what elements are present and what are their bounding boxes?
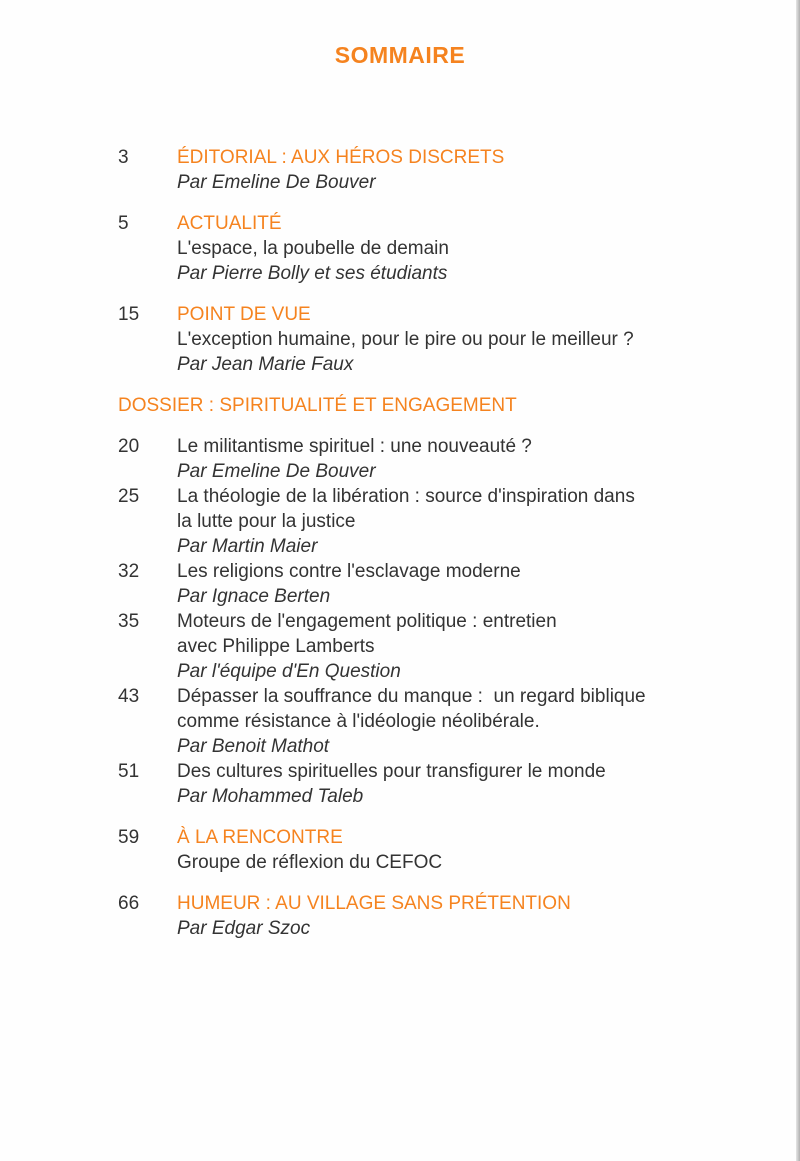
toc-page-number: 25 xyxy=(118,486,140,507)
toc-section-heading: POINT DE VUE xyxy=(177,304,311,325)
toc-title-line: Dépasser la souffrance du manque : un regard biblique xyxy=(177,686,646,707)
toc-row xyxy=(118,211,745,286)
toc-byline: Par Emeline De Bouver xyxy=(177,461,376,482)
toc-byline: Par l'équipe d'En Question xyxy=(177,661,401,682)
toc-row xyxy=(118,145,745,195)
toc-section-heading: HUMEUR : AU VILLAGE SANS PRÉTENTION xyxy=(177,893,571,914)
scan-edge xyxy=(796,0,800,1161)
toc-entry-content xyxy=(177,559,745,609)
toc-entry-content xyxy=(177,609,745,684)
toc-entry-content xyxy=(177,434,745,484)
toc-row xyxy=(118,484,745,559)
toc-title-line: Le militantisme spirituel : une nouveauté ? xyxy=(177,436,532,457)
page-title: SOMMAIRE xyxy=(334,42,466,68)
toc-title-line: avec Philippe Lamberts xyxy=(177,636,375,657)
toc-byline: Par Emeline De Bouver xyxy=(177,172,376,193)
toc-page-number: 35 xyxy=(118,611,140,632)
toc-section-heading: ACTUALITÉ xyxy=(177,213,282,234)
toc-title-line: Des cultures spirituelles pour transfigurer le monde xyxy=(177,761,606,782)
toc-title-line: La théologie de la libération : source d'inspiration dans xyxy=(177,486,635,507)
toc-byline: Par Martin Maier xyxy=(177,536,318,557)
toc-page-number: 59 xyxy=(118,827,140,848)
toc-list xyxy=(0,145,800,941)
toc-section-heading: ÉDITORIAL : AUX HÉROS DISCRETS xyxy=(177,147,505,168)
toc-row xyxy=(118,891,745,941)
toc-page-number: 3 xyxy=(118,147,129,168)
toc-title-line: Moteurs de l'engagement politique : entretien xyxy=(177,611,557,632)
toc-byline: Par Edgar Szoc xyxy=(177,918,311,939)
toc-byline: Par Pierre Bolly et ses étudiants xyxy=(177,263,448,284)
toc-entry-content xyxy=(177,891,745,941)
toc-row xyxy=(118,684,745,759)
dossier-heading: DOSSIER : SPIRITUALITÉ ET ENGAGEMENT xyxy=(118,395,517,416)
toc-row xyxy=(118,559,745,609)
toc-entry-content xyxy=(177,145,745,195)
toc-row xyxy=(118,759,745,809)
toc-row xyxy=(118,302,745,377)
toc-row xyxy=(118,825,745,875)
toc-section-heading: À LA RENCONTRE xyxy=(177,827,343,848)
toc-entry-content xyxy=(177,684,745,759)
toc-entry-content xyxy=(177,825,745,875)
toc-entry-content xyxy=(177,484,745,559)
toc-title-line: L'exception humaine, pour le pire ou pour le meilleur ? xyxy=(177,329,634,350)
toc-byline: Par Ignace Berten xyxy=(177,586,331,607)
toc-title-line: L'espace, la poubelle de demain xyxy=(177,238,449,259)
toc-entry-content xyxy=(177,211,745,286)
toc-page-number: 66 xyxy=(118,893,140,914)
toc-page-number: 20 xyxy=(118,436,140,457)
toc-page-number: 32 xyxy=(118,561,140,582)
toc-title-line: Les religions contre l'esclavage moderne xyxy=(177,561,521,582)
toc-row xyxy=(118,609,745,684)
toc-byline: Par Jean Marie Faux xyxy=(177,354,354,375)
toc-entry-content xyxy=(177,759,745,809)
toc-page-number: 5 xyxy=(118,213,129,234)
toc-row xyxy=(118,434,745,484)
toc-title-line: la lutte pour la justice xyxy=(177,511,356,532)
toc-byline: Par Mohammed Taleb xyxy=(177,786,364,807)
toc-page-number: 15 xyxy=(118,304,140,325)
toc-title-line: comme résistance à l'idéologie néolibérale. xyxy=(177,711,540,732)
toc-page-number: 43 xyxy=(118,686,140,707)
toc-byline: Par Benoit Mathot xyxy=(177,736,330,757)
toc-row xyxy=(118,393,745,418)
toc-title-line: Groupe de réflexion du CEFOC xyxy=(177,852,443,873)
toc-entry-content xyxy=(177,302,745,377)
toc-page-number: 51 xyxy=(118,761,140,782)
